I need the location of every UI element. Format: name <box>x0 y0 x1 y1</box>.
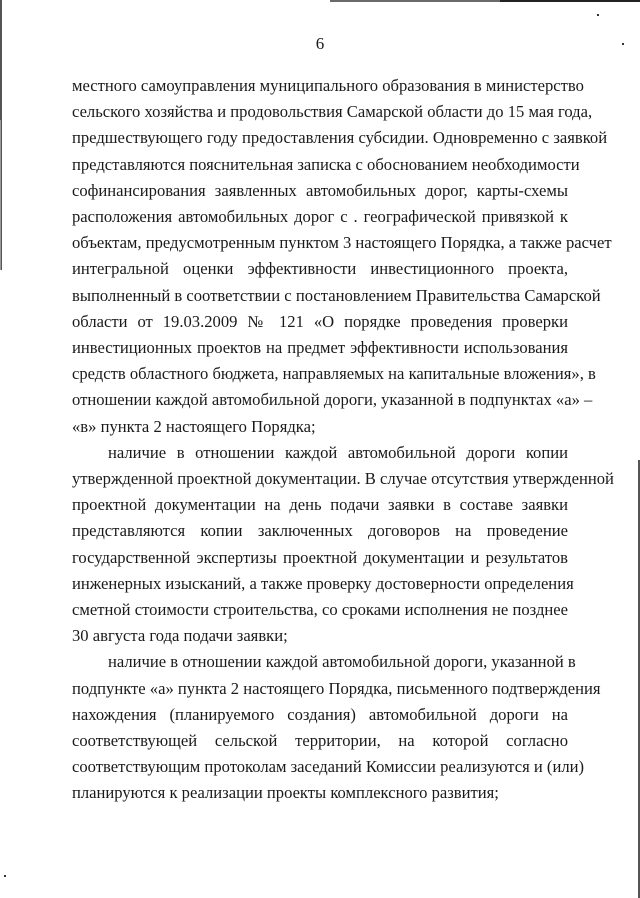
paragraph-2 <box>72 440 614 650</box>
text-line: сметной стоимости строительства, со сроками исполнения не позднее <box>72 600 568 620</box>
text-line: планируются к реализации проекты комплексного развития; <box>72 783 499 803</box>
text-line: проектной документации на день подачи заявки в составе заявки <box>72 495 568 515</box>
text-line: интегральной оценки эффективности инвестиционного проекта, <box>72 259 568 279</box>
text-line: утвержденной проектной документации. В случае отсутствия утвержденной <box>72 469 614 489</box>
text-line: нахождения (планируемого создания) автомобильной дороги на <box>72 704 568 724</box>
paragraph-1 <box>72 73 612 440</box>
document-body <box>72 73 614 807</box>
text-line: объектам, предусмотренным пунктом 3 настоящего Порядка, а также расчет <box>72 233 612 253</box>
scan-edge-top-dark <box>500 0 640 2</box>
scan-edge-left-light <box>0 120 1 270</box>
text-line: представляются пояснительная записка с обоснованием необходимости <box>72 154 580 174</box>
text-line: 30 августа года подачи заявки; <box>72 626 288 646</box>
text-line: наличие в отношении каждой автомобильной дороги копии <box>108 442 568 462</box>
scan-speck <box>4 875 6 877</box>
paragraph-3 <box>72 649 601 806</box>
text-line: средств областного бюджета, направляемых на капитальные вложения», в <box>72 364 596 384</box>
text-line: сельского хозяйства и продовольствия Самарской области до 15 мая года, <box>72 102 593 122</box>
text-line: предшествующего году предоставления субсидии. Одновременно с заявкой <box>72 128 608 148</box>
text-line: подпункте «а» пункта 2 настоящего Порядка, письменного подтверждения <box>72 678 601 698</box>
text-line: местного самоуправления муниципального образования в министерство <box>72 76 584 95</box>
scan-speck <box>597 14 599 16</box>
page-number: 6 <box>315 34 325 53</box>
text-line: области от 19.03.2009 № 121 «О порядке проведения проверки <box>72 311 568 331</box>
text-line: инженерных изысканий, а также проверку достоверности определения <box>72 573 574 593</box>
text-line: государственной экспертизы проектной документации и результатов <box>72 547 568 567</box>
text-line: инвестиционных проектов на предмет эффективности использования <box>72 338 568 358</box>
text-line: представляются копии заключенных договоров на проведение <box>72 521 568 541</box>
text-line: соответствующей сельской территории, на которой согласно <box>72 731 568 751</box>
text-line: выполненный в соответствии с постановлением Правительства Самарской <box>72 285 601 305</box>
text-line: наличие в отношении каждой автомобильной дороги, указанной в <box>108 652 576 672</box>
text-line: расположения автомобильных дорог с . географической привязкой к <box>72 207 568 227</box>
text-line: «в» пункта 2 настоящего Порядка; <box>72 416 316 436</box>
text-line: соответствующим протоколам заседаний Комиссии реализуются и (или) <box>72 757 585 777</box>
text-line: отношении каждой автомобильной дороги, указанной в подпунктах «а» – <box>72 390 593 410</box>
text-line: софинансирования заявленных автомобильных дорог, карты-схемы <box>72 180 568 200</box>
